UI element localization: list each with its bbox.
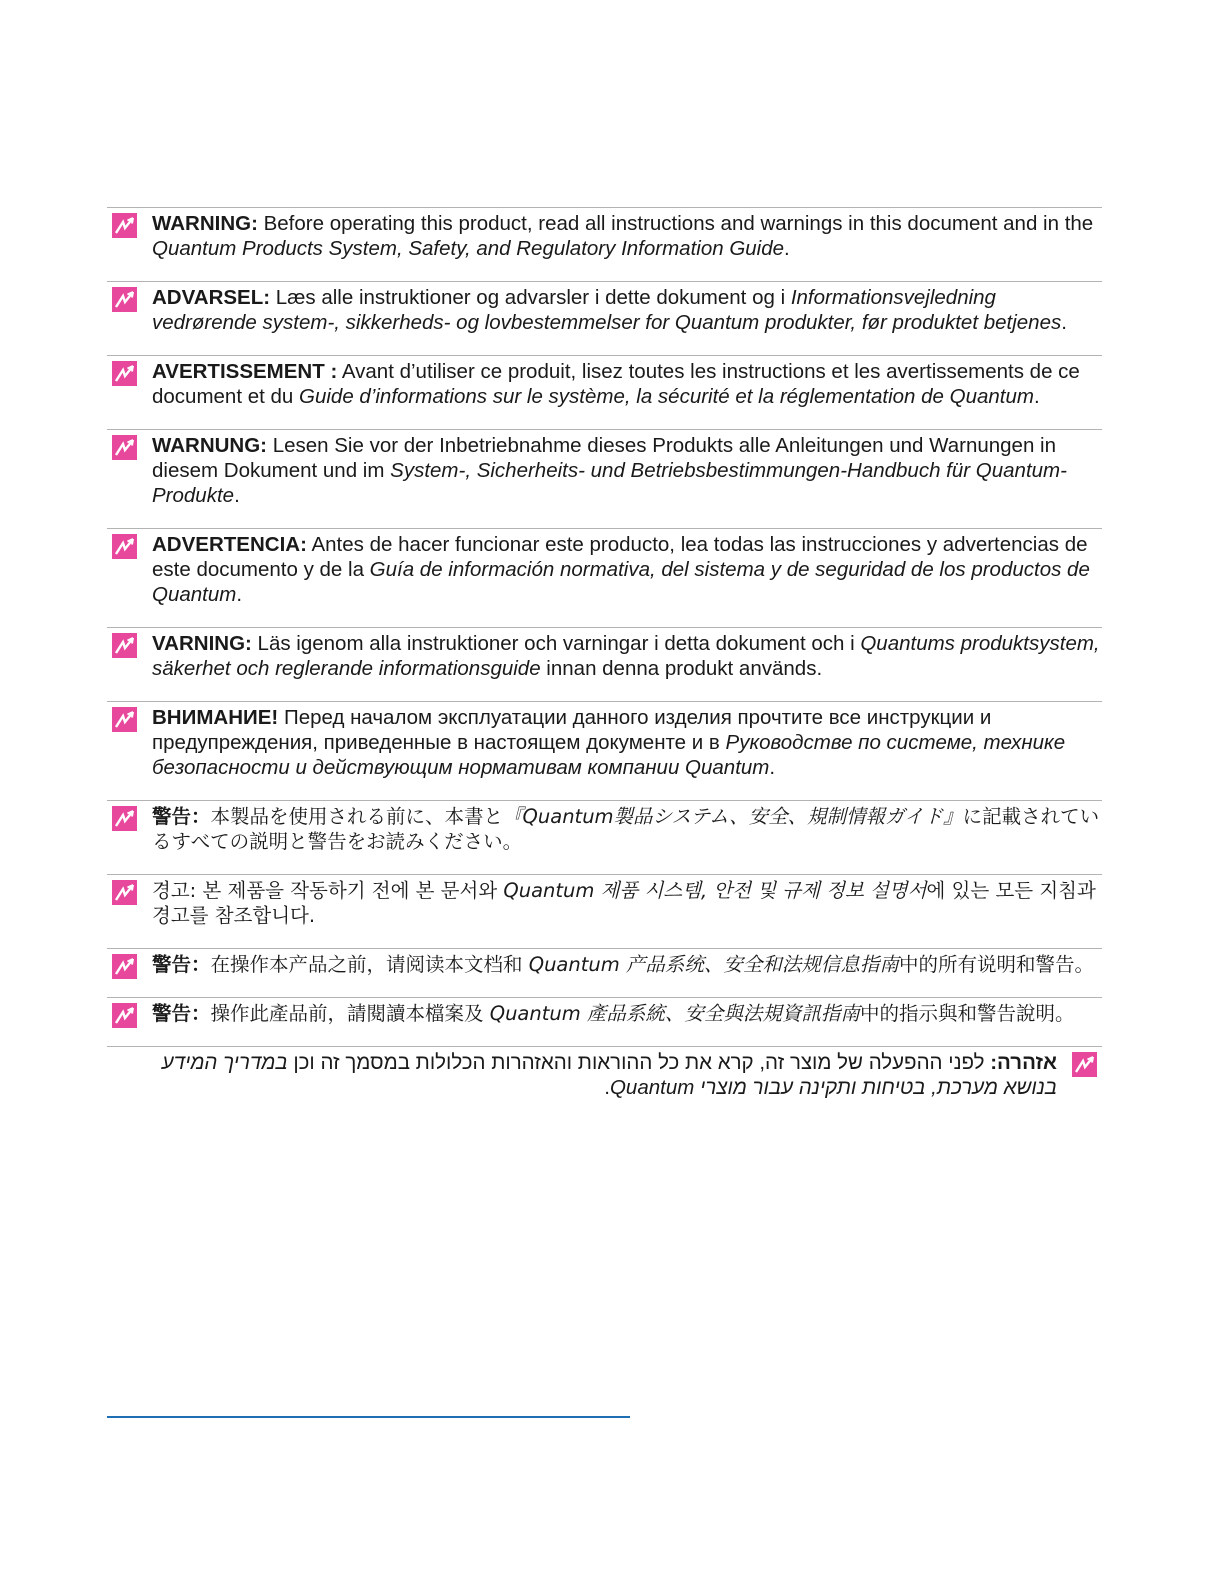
- warning-russian: [107, 701, 1102, 800]
- electrical-hazard-icon: [112, 534, 137, 559]
- warning-label: WARNUNG:: [152, 434, 268, 457]
- warning-text: לפני ההפעלה של מוצר זה, קרא את כל ההוראות והאזהרות הכלולות במסמך זה וכן: [287, 1051, 991, 1074]
- warning-text: Avant d’utiliser ce produit, lisez toutes les instructions et les avertissements de ce document et du: [152, 360, 1080, 408]
- warning-label: AVERTISSEMENT :: [152, 360, 338, 383]
- electrical-hazard-icon: [112, 361, 137, 386]
- electrical-hazard-icon: [112, 213, 137, 238]
- electrical-hazard-icon: [112, 954, 137, 979]
- warning-text-end: に記載されているすべての説明と警告をお読みください。: [152, 805, 1100, 853]
- warning-swedish: [107, 627, 1102, 701]
- guide-title: Informationsvejledning vedrørende system-, sikkerheds- og lovbestemmelser for Quantum produkter, før produktet betjenes: [152, 286, 1062, 334]
- guide-title: Guía de información normativa, del sistema y de seguridad de los productos de Quantum: [152, 558, 1090, 606]
- warning-text: 本製品を使用される前に、本書と: [210, 805, 504, 828]
- warning-label: אזהרה:: [990, 1051, 1057, 1074]
- guide-title: Quantum 产品系统、安全和法规信息指南: [528, 953, 899, 976]
- warning-label: 경고:: [152, 879, 203, 902]
- guide-title: Quantum 產品系統、安全與法規資訊指南: [489, 1002, 860, 1025]
- guide-title: Quantum Products System, Safety, and Regulatory Information Guide: [152, 237, 785, 260]
- guide-title: 『Quantum製品システム、安全、規制情報ガイド』: [503, 805, 963, 828]
- warning-text-end: .: [784, 237, 790, 260]
- warning-text-end: .: [1033, 385, 1040, 408]
- guide-title: Руководстве по системе, технике безопасности и действующим нормативам компании Quantum: [152, 731, 1066, 779]
- warning-label: 警告：: [152, 805, 211, 828]
- warning-korean: [107, 874, 1102, 948]
- warning-label: 警告：: [152, 953, 211, 976]
- electrical-hazard-icon: [112, 707, 137, 732]
- electrical-hazard-icon: [112, 880, 137, 905]
- warning-label: WARNING:: [152, 212, 258, 235]
- warning-text-end: 中的所有说明和警告。: [898, 953, 1094, 976]
- warning-text-end: .: [234, 484, 240, 507]
- guide-title: במדריך המידע בנושא מערכת, בטיחות ותקינה עבור מוצרי Quantum: [161, 1051, 1057, 1099]
- warning-chinese-simplified: [107, 948, 1102, 997]
- warning-danish: [107, 281, 1102, 355]
- warning-chinese-traditional: [107, 997, 1102, 1046]
- warning-label: 警告：: [152, 1002, 211, 1025]
- warning-label: ADVERTENCIA:: [152, 533, 307, 556]
- warning-text-end: innan denna produkt används.: [540, 657, 823, 680]
- warning-text: Læs alle instruktioner og advarsler i dette dokument og i: [270, 286, 791, 309]
- warning-english: [107, 207, 1102, 281]
- warning-hebrew: [107, 1046, 1102, 1120]
- warning-spanish: [107, 528, 1102, 627]
- warning-text-end: .: [769, 756, 776, 779]
- warning-text-end: .: [604, 1076, 610, 1099]
- electrical-hazard-icon: [112, 633, 137, 658]
- warning-label: ADVARSEL:: [152, 286, 271, 309]
- warning-label: VARNING:: [152, 632, 252, 655]
- warning-text-end: 中的指示與和警告說明。: [859, 1002, 1075, 1025]
- warning-text: 操作此產品前，請閱讀本檔案及: [210, 1002, 490, 1025]
- warning-text-end: .: [1061, 311, 1067, 334]
- warning-text: Läs igenom alla instruktioner och varningar i detta dokument och i: [251, 632, 861, 655]
- warnings-list: [107, 207, 1102, 1120]
- footer-rule: [107, 1416, 630, 1418]
- warning-label: ВНИМАНИЕ!: [152, 706, 279, 729]
- warning-french: [107, 355, 1102, 429]
- electrical-hazard-icon: [1072, 1052, 1097, 1077]
- warning-japanese: [107, 800, 1102, 874]
- electrical-hazard-icon: [112, 435, 137, 460]
- electrical-hazard-icon: [112, 1003, 137, 1028]
- guide-title: Guide d’informations sur le système, la sécurité et la réglementation de Quantum: [299, 385, 1034, 408]
- warning-text: 본 제품을 작동하기 전에 본 문서와: [202, 879, 504, 902]
- warning-text-end: 에 있는 모든 지침과 경고를 참조합니다.: [152, 879, 1096, 927]
- guide-title: Quantum 제품 시스템, 안전 및 규제 정보 설명서: [503, 879, 927, 902]
- warning-text: Antes de hacer funcionar este producto, lea todas las instrucciones y advertencias de este documento y de la: [152, 533, 1088, 581]
- warning-text-end: .: [236, 583, 243, 606]
- guide-title: System-, Sicherheits- und Betriebsbestimmungen-Handbuch für Quantum-Produkte: [152, 459, 1067, 507]
- guide-title: Quantums produktsystem, säkerhet och reglerande informationsguide: [152, 632, 1100, 680]
- electrical-hazard-icon: [112, 287, 137, 312]
- warning-text: Перед началом эксплуатации данного изделия прочтите все инструкции и предупреждения, приведенные в настоящем документе и в: [152, 706, 992, 754]
- warning-text: Before operating this product, read all instructions and warnings in this document and in the: [257, 212, 1094, 235]
- warning-german: [107, 429, 1102, 528]
- electrical-hazard-icon: [112, 806, 137, 831]
- warning-text: 在操作本产品之前，请阅读本文档和: [210, 953, 529, 976]
- warning-text: Lesen Sie vor der Inbetriebnahme dieses Produkts alle Anleitungen und Warnungen in diesem Dokument und im: [152, 434, 1057, 482]
